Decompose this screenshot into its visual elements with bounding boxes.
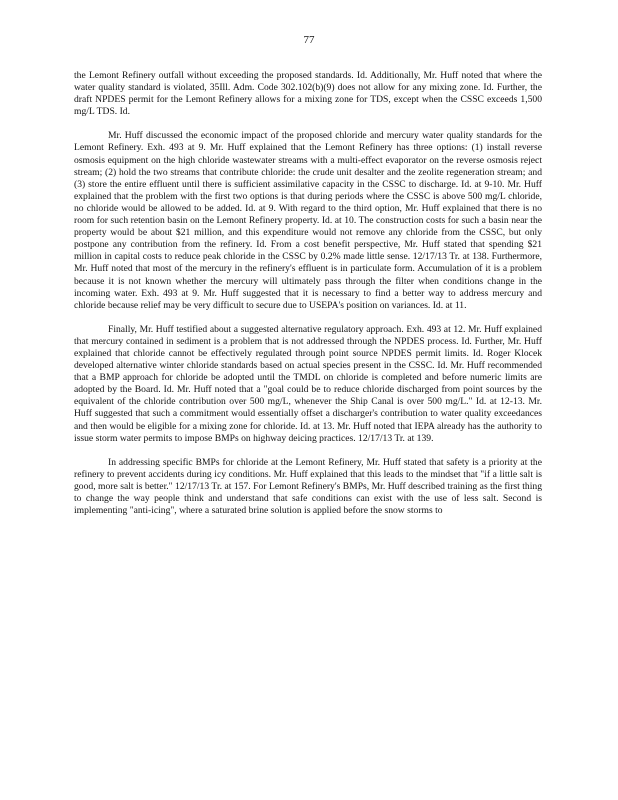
paragraph-continuation: the Lemont Refinery outfall without exceeding the proposed standards. Id. Additionally, Mr. Huff noted that where the water quality standard is violated, 35Ill. Adm. Code 302.102(b)(9) does not allow for any mixing zone. Id. Further, the draft NPDES permit for the Lemont Refinery allows for a mixing zone for TDS, except when the CSSC exceeds 1,500 mg/L TDS. Id. (74, 70, 542, 118)
paragraph-alternative-approach: Finally, Mr. Huff testified about a suggested alternative regulatory approach. Exh. 493 at 12. Mr. Huff explained that mercury contained in sediment is a problem that is not addressed through the NPDES process. Id. Further, Mr. Huff explained that chloride cannot be effectively regulated through point source NPDES permit limits. Id. Roger Klocek developed alternative winter chloride standards based on actual species present in the CSSC. Id. Mr. Huff recommended that a BMP approach for chloride be adopted until the TMDL on chloride is completed and before numeric limits are adopted by the Board. Id. Mr. Huff noted that a "goal could be to reduce chloride discharged from point sources by the equivalent of the chloride contribution over 500 mg/L, whenever the Ship Canal is over 500 mg/L." Id. at 12-13. Mr. Huff suggested that such a commitment would essentially offset a discharger's contribution to water quality exceedances and then would be eligible for a mixing zone for chloride. Id. at 13. Mr. Huff noted that IEPA already has the authority to issue storm water permits to impose BMPs on highway deicing practices. 12/17/13 Tr. at 139. (74, 323, 542, 444)
paragraph-bmps: In addressing specific BMPs for chloride at the Lemont Refinery, Mr. Huff stated that safety is a priority at the refinery to prevent accidents during icy conditions. Mr. Huff explained that this leads to the mindset that "if a little salt is good, more salt is better." 12/17/13 Tr. at 157. For Lemont Refinery's BMPs, Mr. Huff described training as the first thing to change the way people think and understand that safe conditions can exist with the use of less salt. Second is implementing "anti-icing", where a saturated brine solution is applied before the snow storms to (74, 456, 542, 517)
body-text (74, 70, 542, 529)
page-number: 77 (303, 34, 315, 46)
paragraph-economic-impact: Mr. Huff discussed the economic impact of the proposed chloride and mercury water quality standards for the Lemont Refinery. Exh. 493 at 9. Mr. Huff explained that the Lemont Refinery has three options: (1) install reverse osmosis equipment on the high chloride wastewater streams with a multi-effect evaporator on the reverse osmosis reject stream; (2) hold the two streams that contribute chloride: the crude unit desalter and the zeolite regeneration stream; and (3) store the entire effluent until there is sufficient assimilative capacity in the CSSC to discharge. Id. at 9-10. Mr. Huff explained that the problem with the first two options is that during periods where the CSSC is above 500 mg/L chloride, no chloride would be allowed to be added. Id. at 9. With regard to the third option, Mr. Huff explained that there is no room for such retention basin on the Lemont Refinery property. Id. at 10. The construction costs for such a basin near the property would be about $21 million, and this expenditure would not remove any chloride from the CSSC, but only postpone any contribution from the refinery. Id. From a cost benefit perspective, Mr. Huff stated that spending $21 million in capital costs to reduce peak chloride in the CSSC by 0.2% made little sense. 12/17/13 Tr. at 138. Furthermore, Mr. Huff noted that most of the mercury in the refinery's effluent is in particulate form. Accumulation of it is a problem because it is not known whether the mercury will ultimately pass through the filter when conditions change in the incoming water. Exh. 493 at 9. Mr. Huff suggested that it is necessary to find a better way to address mercury and chloride because relief may be very difficult to secure due to USEPA's position on variances. Id. at 11. (74, 130, 542, 311)
